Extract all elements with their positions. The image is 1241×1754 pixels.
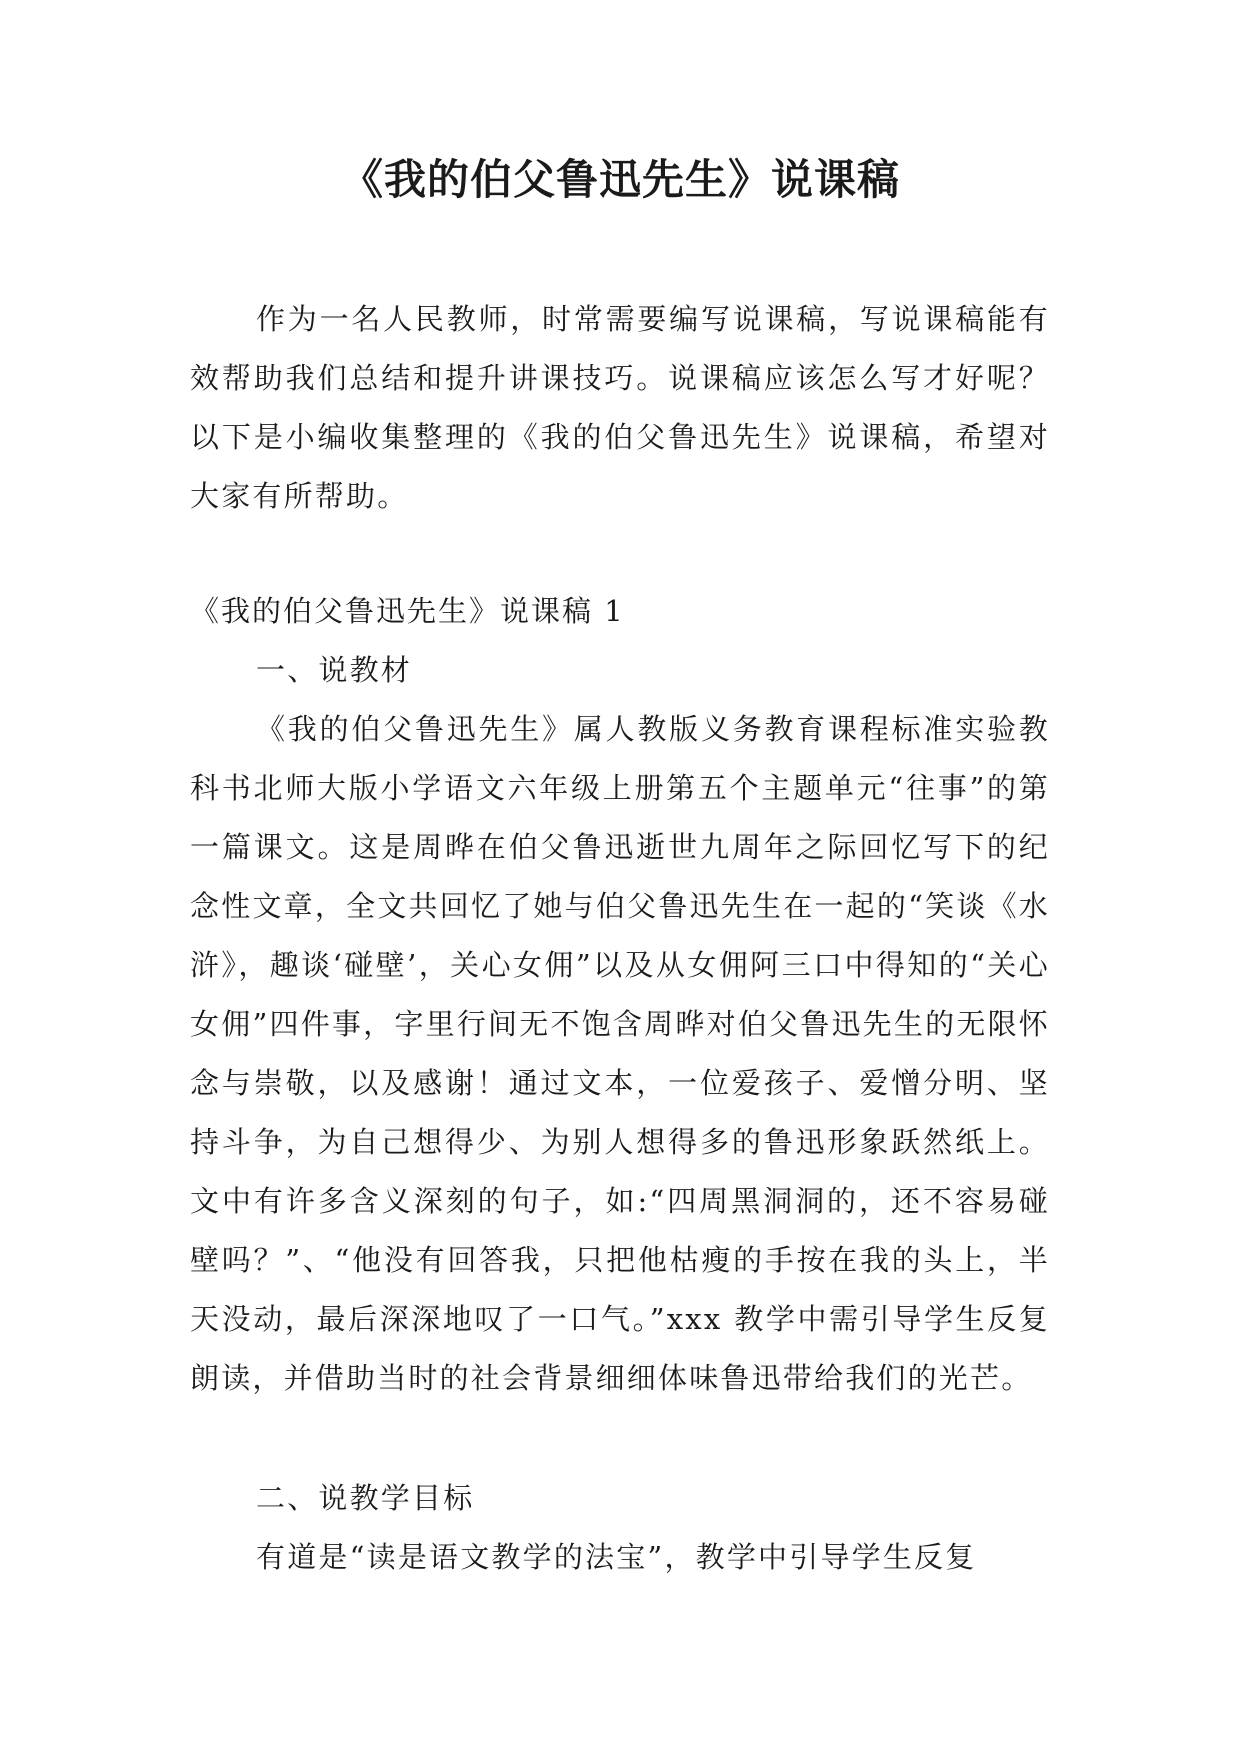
- sub-heading-teaching-goals: 二、说教学目标: [256, 1481, 475, 1515]
- paragraph-teaching-goals: 有道是“读是语文教学的法宝”，教学中引导学生反复: [256, 1540, 977, 1574]
- intro-paragraph: 作为一名人民教师，时常需要编写说课稿，写说课稿能有效帮助我们总结和提升讲课技巧。说课稿应该怎么写才好呢？以下是小编收集整理的《我的伯父鲁迅先生》说课稿，希望对大家有所帮助。: [190, 302, 1050, 513]
- document-title: 《我的伯父鲁迅先生》说课稿: [340, 155, 900, 204]
- sub-heading-teaching-material: 一、说教材: [256, 653, 413, 687]
- paragraph-teaching-material: 《我的伯父鲁迅先生》属人教版义务教育课程标准实验教科书北师大版小学语文六年级上册第五个主题单元“往事”的第一篇课文。这是周晔在伯父鲁迅逝世九周年之际回忆写下的纪念性文章，全文共回忆了她与伯父鲁迅先生在一起的“笑谈《水浒》，趣谈‘碰壁’，关心女佣”以及从女佣阿三口中得知的“关心女佣”四件事，字里行间无不饱含周晔对伯父鲁迅先生的无限怀念与崇敬，以及感谢！通过文本，一位爱孩子、爱憎分明、坚持斗争，为自己想得少、为别人想得多的鲁迅形象跃然纸上。文中有许多含义深刻的句子，如:“四周黑洞洞的，还不容易碰壁吗？”、“他没有回答我，只把他枯瘦的手按在我的头上，半天没动，最后深深地叹了一口气。”xxx 教学中需引导学生反复朗读，并借助当时的社会背景细细体味鲁迅带给我们的光芒。: [190, 712, 1050, 1395]
- section-heading: 《我的伯父鲁迅先生》说课稿 1: [190, 594, 625, 628]
